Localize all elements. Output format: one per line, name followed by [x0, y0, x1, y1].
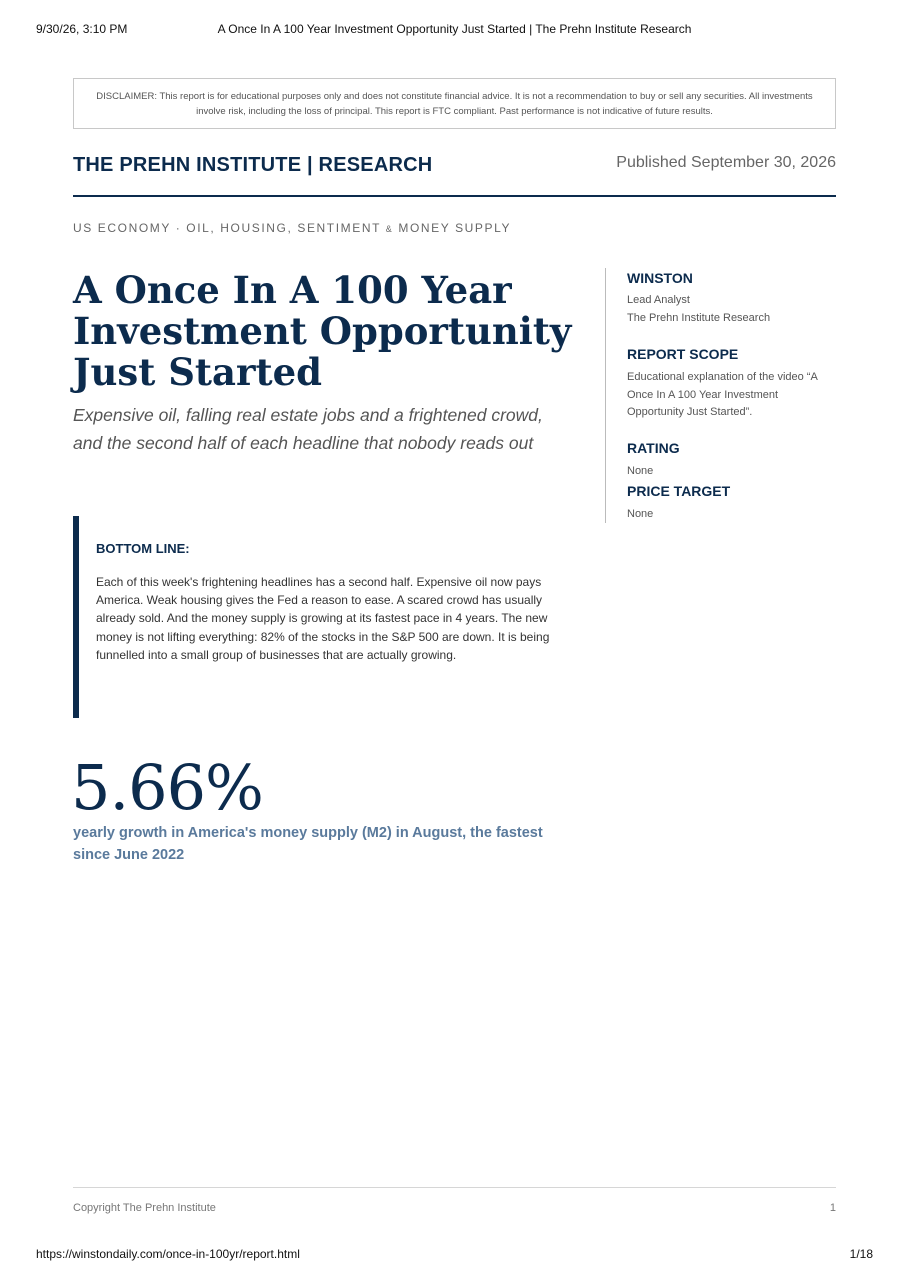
- print-page-count: 1/18: [849, 1247, 873, 1261]
- category-line: [73, 221, 511, 235]
- page-number: 1: [829, 1202, 836, 1214]
- header-divider: [73, 195, 836, 197]
- report-sidebar: [605, 268, 837, 523]
- author-role: Lead Analyst: [627, 294, 690, 306]
- rating-heading: RATING: [627, 440, 680, 456]
- author-org: The Prehn Institute Research: [627, 312, 771, 324]
- key-stat-value: 5.66%: [71, 751, 263, 824]
- article-subtitle: Expensive oil, falling real estate jobs and a frightened crowd, and the second half of each headline that nobody reads out: [73, 405, 543, 453]
- footer-divider: [73, 1187, 836, 1188]
- print-url: https://winstondaily.com/once-in-100yr/report.html: [36, 1247, 300, 1261]
- key-stat-description: yearly growth in America's money supply (M2) in August, the fastest since June 2022: [73, 825, 543, 863]
- print-datetime: 9/30/26, 3:10 PM: [36, 22, 128, 36]
- price-target-value: None: [627, 508, 654, 520]
- disclaimer-box: DISCLAIMER: This report is for educational purposes only and does not constitute financial advice. It is not a recommendation to buy or sell any securities. All investments involve risk, including the loss of principal. This report is FTC compliant. Past performance is not indicative of future results.: [73, 78, 836, 129]
- category-topic-money: MONEY SUPPLY: [398, 221, 512, 235]
- article-title: A Once In A 100 Year Investment Opportunity Just Started: [73, 268, 572, 394]
- price-target-heading: PRICE TARGET: [627, 483, 731, 499]
- published-date: Published September 30, 2026: [616, 154, 836, 171]
- bottom-line-label: BOTTOM LINE:: [96, 541, 190, 556]
- print-header: [36, 22, 873, 38]
- bottom-line-text: Each of this week's frightening headlines has a second half. Expensive oil now pays America. Weak housing gives the Fed a reason to ease. A scared crowd has usually already sold. And the money supply is growing at its fastest pace in 4 years. The new money is not lifting everything: 82% of the stocks in the S&P 500 are down. It is being funnelled into a small group of businesses that are actually growing.: [96, 575, 550, 662]
- category-topics: US ECONOMY · OIL, HOUSING, SENTIMENT: [73, 221, 381, 235]
- bottom-line-callout: [73, 516, 563, 718]
- scope-text: Educational explanation of the video “A Once In A 100 Year Investment Opportunity Just Started”.: [627, 371, 818, 418]
- print-footer: [36, 1247, 873, 1263]
- print-page-title: A Once In A 100 Year Investment Opportunity Just Started | The Prehn Institute Research: [217, 22, 692, 36]
- copyright-text: Copyright The Prehn Institute: [73, 1202, 216, 1214]
- category-ampersand: &: [385, 224, 394, 234]
- rating-value: None: [627, 465, 654, 477]
- author-heading: WINSTON: [627, 270, 693, 286]
- scope-heading: REPORT SCOPE: [627, 346, 739, 362]
- brand-title: THE PREHN INSTITUTE | RESEARCH: [73, 154, 433, 176]
